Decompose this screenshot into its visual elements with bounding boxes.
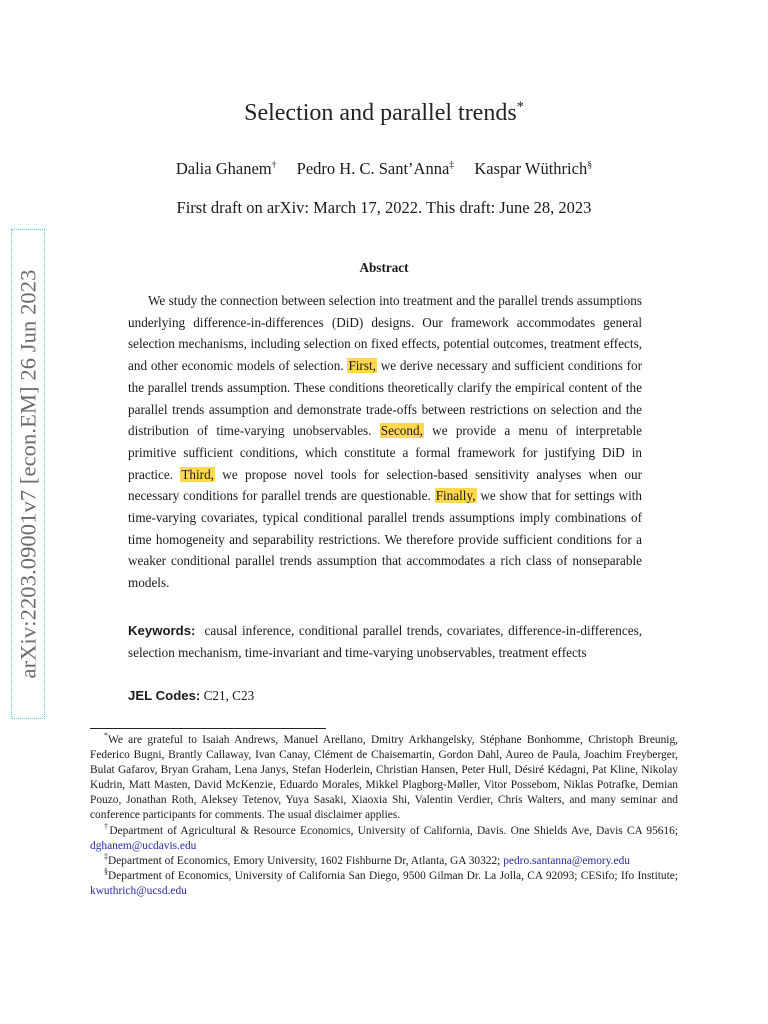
author-name: Pedro H. C. Sant’Anna [296,159,450,178]
jel-text: C21, C23 [203,688,255,703]
footnote-rule [90,728,326,729]
abstract-body [128,290,642,594]
author-1 [176,159,277,178]
footnote-mark: § [104,867,108,877]
author-list [0,159,768,179]
author-name: Kaspar Wüthrich [474,159,588,178]
keywords [128,620,642,663]
footnote-text: Department of Economics, Emory University, 1602 Fishburne Dr, Atlanta, GA 30322; [107,854,501,867]
draft-dates: First draft on arXiv: March 17, 2022. This draft: June 28, 2023 [176,198,592,217]
author-2 [297,159,455,178]
footnote-text: We are grateful to Isaiah Andrews, Manuel Arellano, Dmitry Arkhangelsky, Stéphane Bonhomme, Christoph Breunig, Federico Bugni, Brantly Callaway, Ivan Canay, Clément de Chaisemartin, Gordon Dahl, Aureo de Paula, Joachim Freyberger, Bulat Gafarov, Bryan Graham, Lena Janys, Stefan Hoderlein, Christian Hansen, Peter Hull, Désiré Kédagni, Pat Kline, Nikolay Kudrin, Matt Masten, David McKenzie, Eduardo Morales, Mikkel Plagborg-Møller, Vitor Possebom, Niklas Potrafke, Demian Pouzo, Jonathan Roth, Aleksey Tetenov, Yuya Sasaki, Xiaoxia Shi, Valentin Verdier, Chris Walters, and many seminar and conference participants for comments. The usual disclaimer applies. [90,734,678,822]
footnote-acknowledgements [90,733,678,824]
keywords-text: causal inference, conditional parallel trends, covariates, difference-in-differences, selection mechanism, time-invariant and time-varying unobservables, treatment effects [128,623,643,660]
footnotes [90,733,678,899]
highlight-second: Second, [380,423,423,439]
footnote-mark: † [104,821,110,831]
email-link[interactable]: kwuthrich@ucsd.edu [90,884,187,897]
paper-title [0,100,768,127]
arxiv-identifier-stamp[interactable] [11,229,45,719]
footnote-mark: * [104,731,108,741]
footnote-santanna [90,851,678,869]
footnote-ghanem [90,821,678,854]
author-mark: † [271,159,277,171]
abstract-text: we show that for settings with time-varying covariates, typical conditional parallel trends assumptions imply combinations of time homogeneity and separability restrictions. We therefore provide sufficient conditions for a weaker conditional parallel trends assumption that accommodates a rich class of nonseparable models. [128,488,643,591]
abstract-text: we propose novel tools for selection-based sensitivity analyses when our necessary conditions for parallel trends are questionable. [128,466,643,504]
abstract-text: we derive necessary and sufficient conditions for the parallel trends assumption. These conditions theoretically clarify the empirical content of the parallel trends assumption and demonstrate trade-offs between restrictions on selection and the distribution of time-varying unobservables. [128,358,643,439]
footnote-text: Department of Agricultural & Resource Economics, University of California, Davis. One Shields Ave, Davis CA 95616; [109,824,678,837]
author-mark: ‡ [449,159,455,171]
highlight-first: First, [348,358,376,374]
footnote-text: Department of Economics, University of California San Diego, 9500 Gilman Dr. La Jolla, CA 92093; CESifo; Ifo Institute; [107,869,678,882]
highlight-finally: Finally, [435,488,476,504]
footnote-mark: ‡ [104,851,108,861]
author-name: Dalia Ghanem [175,159,272,178]
abstract-text: we provide a menu of interpretable primitive sufficient conditions, which constitute a formal framework for justifying DiD in practice. [128,423,642,482]
keywords-label: Keywords: [128,623,196,638]
arxiv-identifier-text: arXiv:2203.09001v7 [econ.EM] 26 Jun 2023 [15,269,41,679]
author-mark: § [587,159,593,171]
email-link[interactable]: dghanem@ucdavis.edu [90,839,197,852]
email-link[interactable]: pedro.santanna@emory.edu [503,854,630,867]
highlight-third: Third, [181,466,214,482]
abstract-text: We study the connection between selection into treatment and the parallel trends assumptions underlying difference-in-differences (DiD) designs. Our framework accommodates general selection mechanisms, including selection on fixed effects, potential outcomes, treatment effects, and other economic models of selection. [128,293,642,374]
author-3 [474,159,592,178]
title-footnote-mark: * [516,99,524,115]
paper-title-text: Selection and parallel trends [244,100,517,126]
abstract-heading: Abstract [359,260,409,275]
footnote-wuthrich [90,869,678,899]
jel-label: JEL Codes: [128,688,201,703]
jel-codes [128,688,642,704]
